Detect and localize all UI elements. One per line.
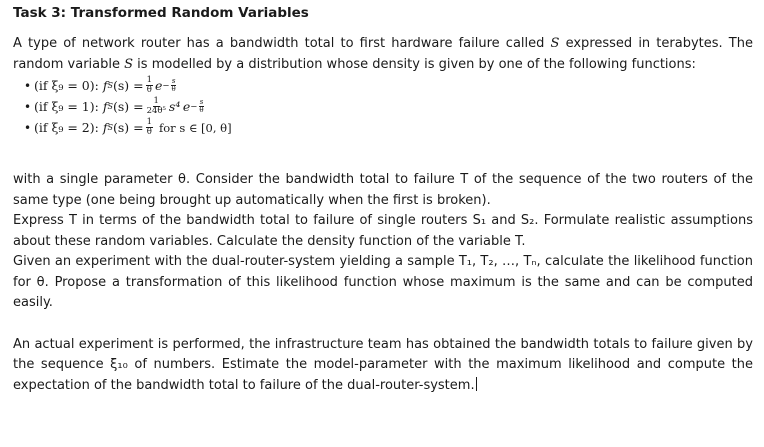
bullet-dot: • [24, 99, 32, 114]
parameter-paragraph: with a single parameter θ. Consider the bandwidth total to failure T of the sequence of the two routers of the same type (one being brought up automatically when the first is broken). [13, 172, 753, 208]
coefficient-fraction [146, 118, 153, 137]
exponent [162, 78, 177, 93]
density-option [24, 117, 753, 138]
fraction-denominator: θ [199, 106, 204, 114]
task-title: Task 3: Transformed Random Variables [13, 5, 309, 21]
density-symbol: f [102, 120, 108, 135]
express-paragraph: Express T in terms of the bandwidth total to failure of single routers S₁ and S₂. Formulate realistic assumptions about these random variables. Calculate the density function of the variable T. [13, 213, 753, 249]
bullet-dot: • [24, 120, 32, 135]
density-symbol: f [102, 78, 108, 93]
density-argument: (s) = [112, 78, 144, 93]
bullet-dot: • [24, 78, 32, 93]
condition: (if ξ₉ = 0): [34, 78, 99, 93]
density-option [24, 96, 753, 117]
intro-text-2: expressed in terabytes. The random variable [13, 36, 753, 72]
support-interval: for s ∈ [0, θ] [158, 120, 232, 135]
spacer [13, 138, 753, 170]
likelihood-paragraph: Given an experiment with the dual-router-system yielding a sample T₁, T₂, …, Tₙ, calculate the likelihood function for θ. Propose a transformation of this likelihood function whose maximum is the same and can be computed easily. [13, 254, 753, 310]
fraction-numerator: 1 [146, 75, 152, 85]
density-subscript: S [107, 81, 113, 90]
fraction-numerator: 1 [146, 117, 152, 127]
experiment-text: An actual experiment is performed, the infrastructure team has obtained the bandwidth totals to failure given by the sequence ξ₁₀ of numbers. Estimate the model-parameter with the maximum likelihood and compute the expectation of the bandwidth total to failure of the dual-router-system. [13, 336, 753, 393]
fraction-denominator: θ [171, 85, 176, 93]
intro-text-1: A type of network router has a bandwidth total to first hardware failure called [13, 36, 551, 51]
fraction-numerator: s [199, 98, 204, 106]
fraction-denominator: θ [146, 85, 152, 95]
density-subscript: S [107, 123, 113, 132]
var-S: S [550, 36, 560, 51]
var-S: S [124, 56, 134, 72]
intro-paragraph [13, 34, 753, 75]
exp-base: e [155, 78, 163, 93]
density-argument: (s) = [112, 120, 144, 135]
fraction-denominator: 24θ⁵ [146, 106, 166, 116]
intro-text-3: is modelled by a distribution whose density is given by one of the following functions: [133, 56, 696, 72]
fraction-numerator: s [171, 77, 176, 85]
fraction-denominator: θ [146, 127, 152, 137]
condition: (if ξ₉ = 1): [34, 99, 99, 114]
spacer [13, 314, 753, 335]
exponent-sign: − [190, 101, 198, 112]
density-symbol: f [102, 99, 108, 114]
exp-base: e [182, 99, 191, 114]
exponent-sign: − [162, 80, 170, 91]
power-term: s⁴ [168, 99, 181, 114]
experiment-paragraph [13, 335, 753, 397]
coefficient-fraction [146, 97, 167, 116]
text-cursor [476, 377, 477, 391]
coefficient-fraction [146, 76, 153, 95]
density-list [13, 75, 753, 138]
exponent-fraction [198, 99, 204, 114]
fraction-numerator: 1 [153, 96, 159, 106]
density-argument: (s) = [112, 99, 144, 114]
exponent [190, 99, 205, 114]
density-option [24, 75, 753, 96]
condition: (if ξ₉ = 2): [34, 120, 99, 135]
density-subscript: S [107, 102, 113, 111]
document[interactable] [13, 4, 753, 396]
exponent-fraction [171, 78, 177, 93]
